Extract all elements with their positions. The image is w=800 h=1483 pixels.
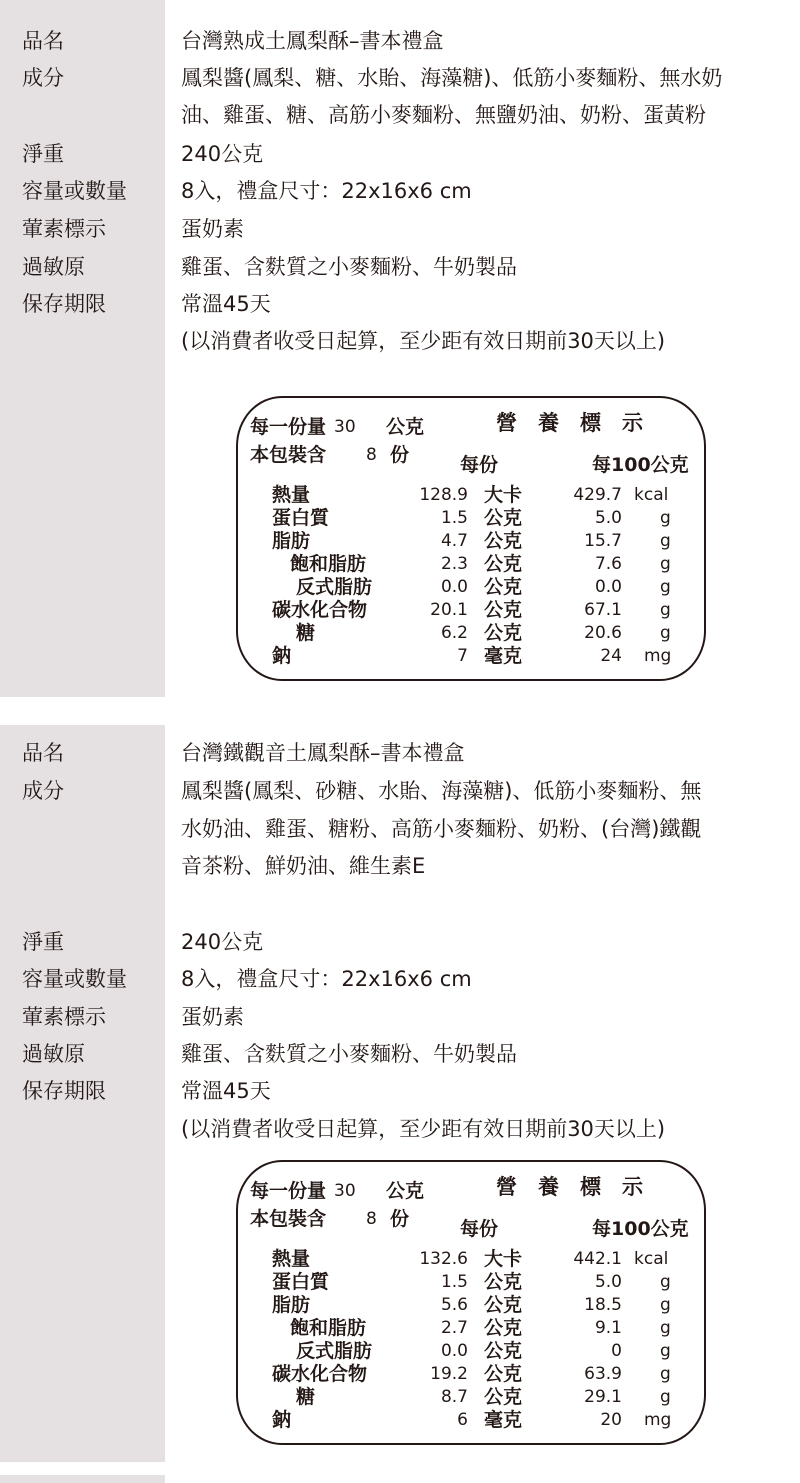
nutrition-title: 營 養 標 示 [496, 411, 643, 435]
value-per-100g: 29.1 [584, 1387, 622, 1407]
value-per-100g: 9.1 [594, 1318, 622, 1338]
nutrient-name: 飽和脂肪 [290, 1317, 367, 1339]
value-per-serving: 6 [457, 1410, 468, 1430]
value-per-100g: 5.0 [594, 1272, 622, 1292]
unit-per-100g: mg [644, 1410, 672, 1430]
value-per-100g: 0 [611, 1341, 622, 1361]
serving-size-value: 30 [334, 417, 356, 437]
nutrient-name: 反式脂肪 [296, 1340, 373, 1362]
label-shelf-life: 保存期限 [22, 292, 106, 316]
unit-per-serving: 公克 [484, 507, 523, 529]
servings-label: 本包裝含 [250, 444, 327, 466]
quantity: 8入，禮盒尺寸：22x16x6 cm [181, 179, 472, 203]
unit-per-serving: 大卡 [484, 1248, 523, 1270]
nutrient-name: 脂肪 [272, 1294, 311, 1316]
nutrient-name: 糖 [296, 1386, 316, 1408]
nutrient-name: 反式脂肪 [296, 576, 373, 598]
nutrient-name: 熱量 [272, 484, 311, 506]
label-allergens: 過敏原 [22, 255, 85, 279]
label-net-weight: 淨重 [22, 930, 64, 954]
ingredients-line: 音茶粉、鮮奶油、維生素E [181, 854, 426, 878]
value-per-serving: 1.5 [440, 1272, 468, 1292]
value-per-100g: 63.9 [584, 1364, 622, 1384]
unit-per-100g: g [660, 508, 671, 528]
label-shelf-life: 保存期限 [22, 1079, 106, 1103]
product-name: 台灣鐵觀音土鳳梨酥–書本禮盒 [181, 741, 465, 765]
value-per-serving: 0.0 [440, 1341, 468, 1361]
value-per-serving: 132.6 [419, 1249, 468, 1269]
value-per-serving: 128.9 [419, 485, 468, 505]
unit-per-100g: g [660, 1318, 671, 1338]
unit-per-serving: 大卡 [484, 484, 523, 506]
allergens: 雞蛋、含麩質之小麥麵粉、牛奶製品 [181, 255, 517, 279]
value-per-100g: 0.0 [594, 577, 622, 597]
unit-per-serving: 公克 [484, 622, 523, 644]
servings-label: 本包裝含 [250, 1208, 327, 1230]
unit-per-100g: g [660, 554, 671, 574]
per-serving-header: 每份 [460, 454, 499, 476]
net-weight: 240公克 [181, 930, 264, 954]
label-vegetarian: 葷素標示 [22, 217, 106, 241]
ingredients-line: 鳳梨醬(鳳梨、砂糖、水貽、海藻糖)、低筋小麥麵粉、無 [181, 779, 702, 803]
label-allergens: 過敏原 [22, 1042, 85, 1066]
value-per-serving: 5.6 [440, 1295, 468, 1315]
value-per-serving: 4.7 [440, 531, 468, 551]
nutrition-title: 營 養 標 示 [496, 1175, 643, 1199]
unit-per-serving: 公克 [484, 530, 523, 552]
nutrition-label [236, 1160, 706, 1445]
unit-per-serving: 公克 [484, 1363, 523, 1385]
value-per-serving: 7 [457, 646, 468, 666]
unit-per-100g: g [660, 600, 671, 620]
unit-per-serving: 公克 [484, 1317, 523, 1339]
unit-per-serving: 公克 [484, 1271, 523, 1293]
unit-per-serving: 毫克 [484, 645, 523, 667]
nutrient-name: 碳水化合物 [272, 1363, 368, 1385]
servings-value: 8 [366, 445, 377, 465]
value-per-100g: 24 [600, 646, 622, 666]
unit-per-100g: g [660, 1341, 671, 1361]
ingredients-line: 油、雞蛋、糖、高筋小麥麵粉、無鹽奶油、奶粉、蛋黃粉 [181, 103, 706, 127]
unit-per-serving: 公克 [484, 599, 523, 621]
nutrient-name: 蛋白質 [272, 507, 330, 529]
value-per-100g: 5.0 [594, 508, 622, 528]
unit-per-100g: g [660, 1364, 671, 1384]
value-per-100g: 20 [600, 1410, 622, 1430]
value-per-100g: 67.1 [584, 600, 622, 620]
ingredients-line: 水奶油、雞蛋、糖粉、高筋小麥麵粉、奶粉、(台灣)鐵觀 [181, 817, 702, 841]
shelf-life: 常溫45天 [181, 292, 271, 316]
product-section-1 [0, 0, 800, 697]
serving-size-value: 30 [334, 1181, 356, 1201]
label-ingredients: 成分 [22, 66, 64, 90]
unit-per-serving: 公克 [484, 1386, 523, 1408]
nutrient-name: 飽和脂肪 [290, 553, 367, 575]
label-name: 品名 [22, 29, 64, 53]
unit-per-100g: g [660, 1272, 671, 1292]
value-per-100g: 20.6 [584, 623, 622, 643]
nutrient-name: 鈉 [272, 645, 292, 667]
value-per-serving: 2.3 [440, 554, 468, 574]
serving-size-label: 每一份量 [250, 1180, 327, 1202]
unit-per-100g: g [660, 577, 671, 597]
unit-per-100g: g [660, 623, 671, 643]
unit-per-100g: kcal [634, 1249, 669, 1269]
unit-per-serving: 公克 [484, 1294, 523, 1316]
unit-per-serving: 公克 [484, 1340, 523, 1362]
product-section-2 [0, 725, 800, 1462]
serving-size-unit: 公克 [386, 416, 425, 438]
shelf-life-note: (以消費者收受日起算，至少距有效日期前30天以上) [181, 329, 666, 353]
next-section-edge [0, 1475, 165, 1483]
nutrient-name: 蛋白質 [272, 1271, 330, 1293]
label-name: 品名 [22, 741, 64, 765]
nutrition-label [236, 396, 706, 681]
vegetarian-type: 蛋奶素 [181, 217, 244, 241]
nutrient-name: 糖 [296, 622, 316, 644]
value-per-100g: 429.7 [573, 485, 622, 505]
product-name: 台灣熟成土鳳梨酥–書本禮盒 [181, 29, 444, 53]
unit-per-100g: g [660, 531, 671, 551]
value-per-100g: 15.7 [584, 531, 622, 551]
label-net-weight: 淨重 [22, 142, 64, 166]
value-per-serving: 1.5 [440, 508, 468, 528]
nutrient-name: 碳水化合物 [272, 599, 368, 621]
servings-unit: 份 [390, 444, 410, 466]
nutrient-name: 鈉 [272, 1409, 292, 1431]
unit-per-100g: g [660, 1387, 671, 1407]
per-100g-header: 每100公克 [592, 454, 689, 476]
vegetarian-type: 蛋奶素 [181, 1005, 244, 1029]
per-100g-header: 每100公克 [592, 1218, 689, 1240]
allergens: 雞蛋、含麩質之小麥麵粉、牛奶製品 [181, 1042, 517, 1066]
unit-per-100g: kcal [634, 485, 669, 505]
ingredients-line: 鳳梨醬(鳳梨、糖、水貽、海藻糖)、低筋小麥麵粉、無水奶 [181, 66, 723, 90]
net-weight: 240公克 [181, 142, 264, 166]
label-quantity: 容量或數量 [22, 179, 127, 203]
serving-size-unit: 公克 [386, 1180, 425, 1202]
unit-per-serving: 公克 [484, 553, 523, 575]
label-quantity: 容量或數量 [22, 967, 127, 991]
value-per-100g: 442.1 [573, 1249, 622, 1269]
value-per-100g: 18.5 [584, 1295, 622, 1315]
servings-unit: 份 [390, 1208, 410, 1230]
unit-per-100g: mg [644, 646, 672, 666]
value-per-serving: 19.2 [430, 1364, 468, 1384]
serving-size-label: 每一份量 [250, 416, 327, 438]
value-per-100g: 7.6 [594, 554, 622, 574]
servings-value: 8 [366, 1209, 377, 1229]
value-per-serving: 6.2 [440, 623, 468, 643]
per-serving-header: 每份 [460, 1218, 499, 1240]
quantity: 8入，禮盒尺寸：22x16x6 cm [181, 967, 472, 991]
label-sidebar [0, 0, 165, 697]
label-vegetarian: 葷素標示 [22, 1005, 106, 1029]
shelf-life-note: (以消費者收受日起算，至少距有效日期前30天以上) [181, 1117, 666, 1141]
label-ingredients: 成分 [22, 779, 64, 803]
unit-per-serving: 毫克 [484, 1409, 523, 1431]
value-per-serving: 20.1 [430, 600, 468, 620]
unit-per-100g: g [660, 1295, 671, 1315]
nutrient-name: 脂肪 [272, 530, 311, 552]
value-per-serving: 0.0 [440, 577, 468, 597]
shelf-life: 常溫45天 [181, 1079, 271, 1103]
value-per-serving: 2.7 [440, 1318, 468, 1338]
unit-per-serving: 公克 [484, 576, 523, 598]
value-per-serving: 8.7 [440, 1387, 468, 1407]
nutrient-name: 熱量 [272, 1248, 311, 1270]
